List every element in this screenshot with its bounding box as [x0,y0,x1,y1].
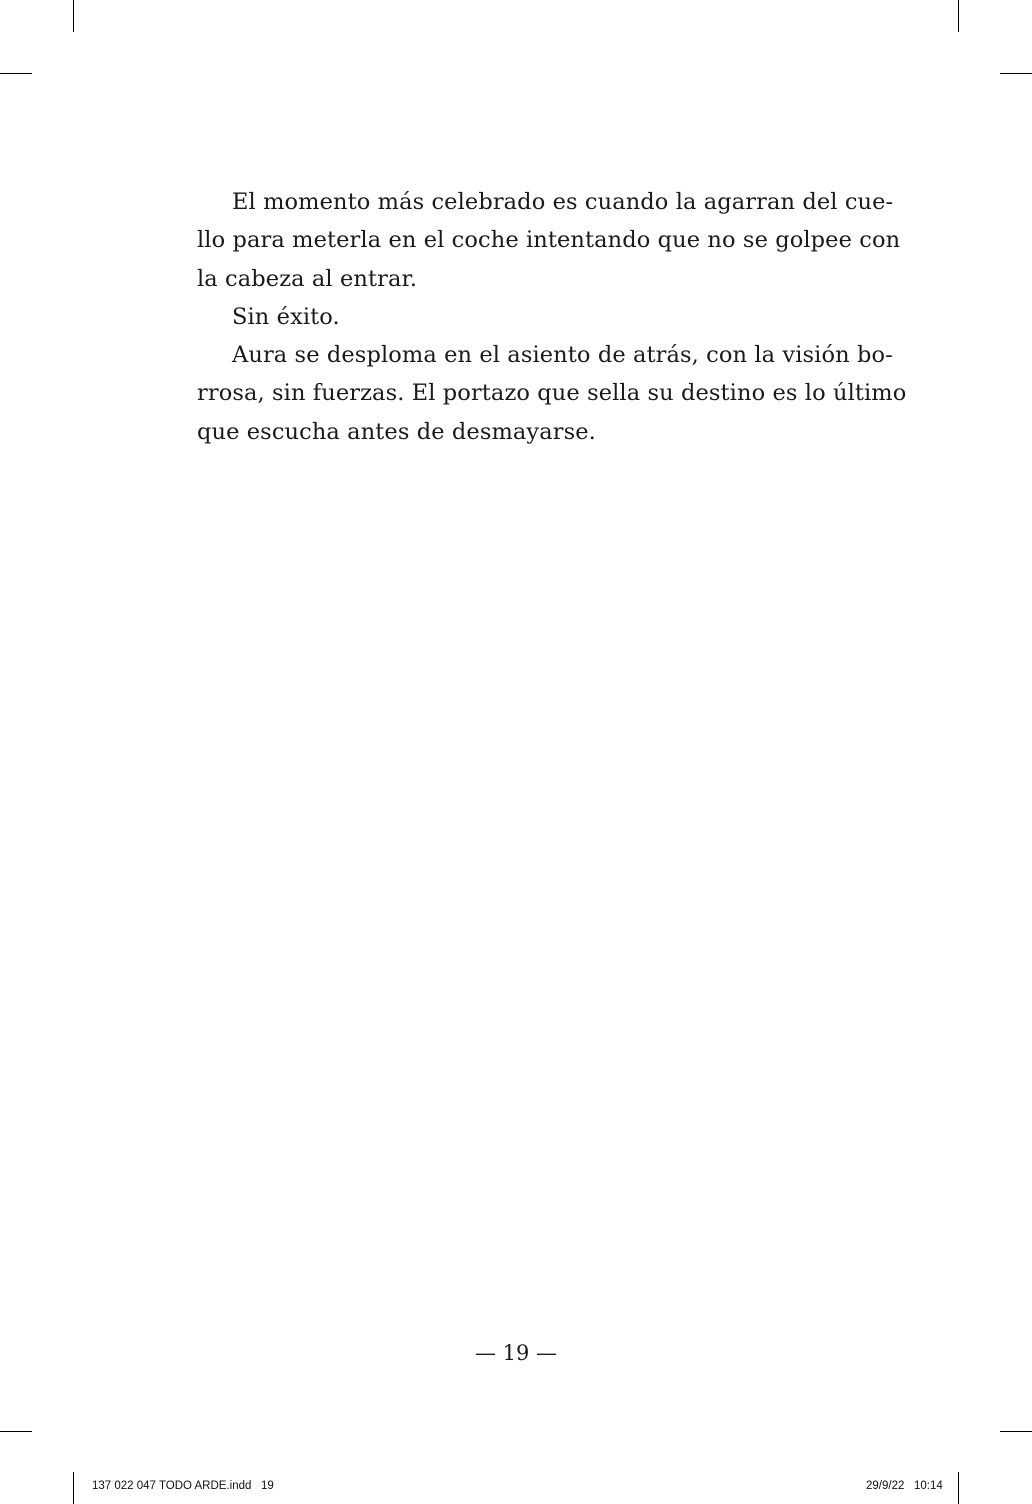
crop-mark-top-left-horizontal [0,73,32,74]
text-line: Sin éxito. [232,303,340,330]
crop-mark-bottom-right-vertical [958,1472,959,1504]
text-line: la cabeza al entrar. [197,265,418,292]
crop-mark-top-right-horizontal [1000,73,1032,74]
crop-mark-bottom-left-vertical [73,1472,74,1504]
slug-date-time: 29/9/22 10:14 [866,1480,943,1492]
text-line: rrosa, sin fuerzas. El portazo que sella su destino es lo último [197,380,907,407]
text-line: que escucha antes de desmayarse. [197,418,596,445]
page-body-text [197,183,907,451]
crop-mark-top-left-vertical [73,0,74,32]
text-line: Aura se desploma en el asiento de atrás, con la visión bo- [232,342,893,369]
slug-file-name: 137 022 047 TODO ARDE.indd 19 [92,1480,274,1492]
crop-mark-bottom-left-horizontal [0,1431,32,1432]
text-line: llo para meterla en el coche intentando que no se golpee con [197,227,901,254]
text-line: El momento más celebrado es cuando la agarran del cue- [232,189,894,215]
crop-mark-bottom-right-horizontal [1000,1431,1032,1432]
page-number: — 19 — [474,1341,558,1365]
crop-mark-top-right-vertical [958,0,959,32]
